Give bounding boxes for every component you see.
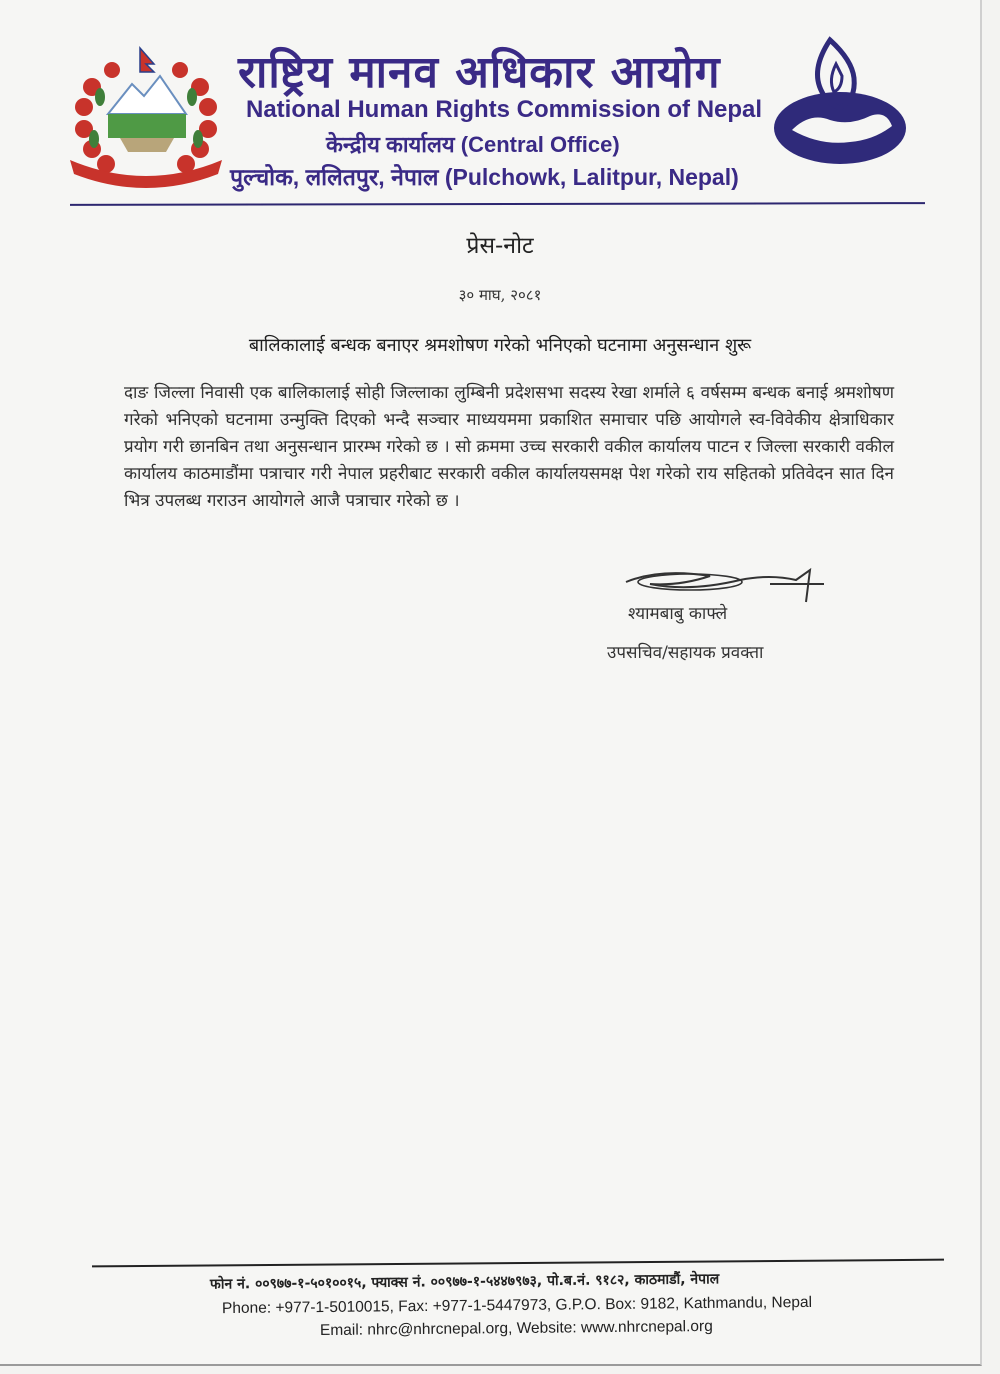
document-date: ३० माघ, २०८१	[458, 286, 542, 304]
document-title: प्रेस-नोट	[466, 233, 534, 259]
signatory-title: उपसचिव/सहायक प्रवक्ता	[607, 643, 764, 663]
organization-name-english: National Human Rights Commission of Nepal	[246, 96, 763, 123]
footer-divider	[92, 1259, 944, 1268]
body-paragraph: दाङ जिल्ला निवासी एक बालिकालाई सोही जिल्लाका लुम्बिनी प्रदेशसभा सदस्य रेखा शर्माले ६ वर्षसम्म बन्धक बनाई श्रमशोषण गरेको भनिएको घटनामा उन्मुक्ति दिएको भन्दै सञ्चार माध्ययममा प्रकाशित समाचार पछि आयोगले स्व-विवेकीय क्षेत्राधिकार प्रयोग गरी छानबिन तथा अनुसन्धान प्रारम्भ गरेको छ । सो क्रममा उच्च सरकारी वकील कार्यालय पाटन र जिल्ला सरकारी वकील कार्यालय काठमाडौंमा पत्राचार गरी नेपाल प्रहरीबाट सरकारी वकील कार्यालयसमक्ष पेश गरेको राय सहितको प्रतिवेदन सात दिन भित्र उपलब्ध गराउन आयोगले आजै पत्राचार गरेको छ ।	[124, 383, 894, 511]
footer-email-website: Email: nhrc@nhrcnepal.org, Website: www.nhrcnepal.org	[319, 1317, 713, 1340]
letterhead	[70, 30, 920, 205]
footer-contact-english: Phone: +977-1-5010015, Fax: +977-1-5447973, G.P.O. Box: 9182, Kathmandu, Nepal	[221, 1293, 813, 1318]
document-subject: बालिकालाई बन्धक बनाएर श्रमशोषण गरेको भनिएको घटनामा अनुसन्धान शुरू	[248, 335, 752, 356]
organization-name-nepali: राष्ट्रिय मानव अधिकार आयोग	[238, 47, 721, 98]
letterhead-divider	[70, 202, 925, 206]
nepal-government-emblem-icon	[70, 42, 230, 192]
office-address: पुल्चोक, ललितपुर, नेपाल (Pulchowk, Lalitpur, Nepal)	[230, 164, 739, 190]
nhrc-flame-map-logo-icon	[770, 30, 910, 195]
signatory-name: श्यामबाबु काफ्ले	[628, 604, 728, 624]
footer-contact-nepali: फोन नं. ००९७७-१-५०१००१५, फ्याक्स नं. ००९७७-१-५४४७९७३, पो.ब.नं. ९१८२, काठमाडौं, नेपाल	[209, 1271, 720, 1293]
office-label: केन्द्रीय कार्यालय (Central Office)	[326, 132, 620, 157]
